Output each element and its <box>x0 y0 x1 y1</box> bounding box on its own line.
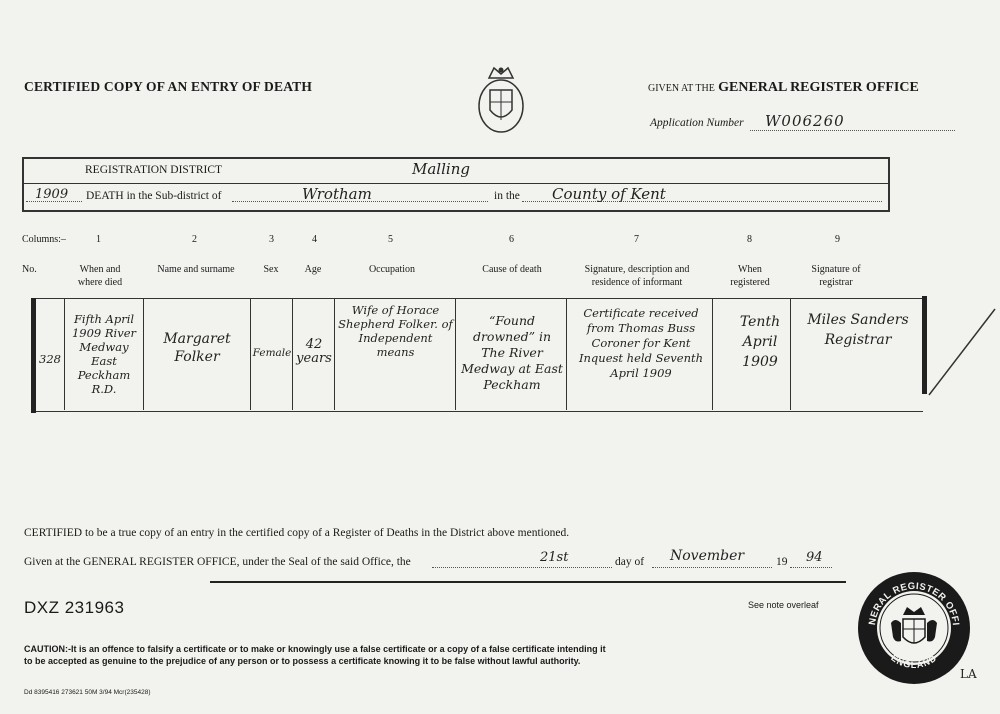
corner-handwritten-mark: LA <box>960 667 977 681</box>
columns-label: Columns:– <box>22 234 66 245</box>
general-register-office-seal <box>857 571 971 685</box>
column-heading-occupation: Occupation <box>368 264 416 275</box>
given-year-suffix: 94 <box>806 550 823 565</box>
in-the-label: in the <box>494 190 520 202</box>
print-code: Dd 8395416 273621 50M 3/94 Mcr(235428) <box>24 689 151 696</box>
given-at-header <box>648 79 919 96</box>
seal-top-text: NERAL REGISTER OFFI <box>867 580 961 627</box>
district-label: REGISTRATION DISTRICT <box>85 164 223 176</box>
death-subdistrict-label: DEATH in the Sub-district of <box>86 190 222 202</box>
column-heading-cause: Cause of death <box>482 264 542 275</box>
see-note-overleaf: See note overleaf <box>748 600 819 610</box>
entry-registered: Tenth April 1909 <box>739 314 781 370</box>
entry-number: 328 <box>39 352 61 366</box>
subdistrict-value: Wrotham <box>302 185 372 203</box>
entry-registrar: Miles Sanders Registrar <box>807 312 909 348</box>
column-number: 8 <box>747 234 752 245</box>
column-number: 1 <box>96 234 101 245</box>
signature-line <box>210 581 846 583</box>
column-divider <box>64 298 65 410</box>
caution-notice: CAUTION:-It is an offence to falsify a certificate or to make or knowingly use a false certificate or a copy of a false certificate intending it to be accepted as genuine to the prejudice of any person or to possess a certificate knowing it to be false without lawful authority. <box>24 644 606 666</box>
column-number: 3 <box>269 234 274 245</box>
column-number: 9 <box>835 234 840 245</box>
certificate-title: CERTIFIED COPY OF AN ENTRY OF DEATH <box>24 79 313 94</box>
column-heading-name: Name and surname <box>157 264 235 275</box>
column-divider <box>455 298 456 410</box>
column-heading-age: Age <box>304 264 322 275</box>
column-divider <box>250 298 251 410</box>
column-divider <box>334 298 335 410</box>
column-heading-when-where: When and where died <box>77 264 123 288</box>
county-value: County of Kent <box>552 185 666 203</box>
entry-occupation: Wife of Horace Shepherd Folker. of Independent means <box>338 303 453 359</box>
death-year: 1909 <box>35 187 69 202</box>
entry-age: 42 years <box>296 337 332 366</box>
district-value: Malling <box>412 160 470 178</box>
column-number: 2 <box>192 234 197 245</box>
application-dots <box>750 130 955 131</box>
given-day: 21st <box>540 550 569 565</box>
column-divider <box>143 298 144 410</box>
column-heading-sex: Sex <box>263 264 279 275</box>
column-heading-no: No. <box>22 264 37 275</box>
column-heading-informant: Signature, description and residence of informant <box>584 264 690 288</box>
column-divider <box>566 298 567 410</box>
entry-when-where: Fifth April 1909 River Medway East Peckham R.D. <box>71 312 137 396</box>
day-dots <box>432 567 612 568</box>
given-office: GENERAL REGISTER OFFICE <box>718 80 919 95</box>
column-number: 5 <box>388 234 393 245</box>
diagonal-cancel-stroke <box>925 305 997 397</box>
royal-crest-icon <box>474 64 528 138</box>
column-number: 4 <box>312 234 317 245</box>
column-number: 7 <box>634 234 639 245</box>
column-divider <box>712 298 713 410</box>
seal-bottom-text: ENGLAND <box>889 652 939 671</box>
column-divider <box>292 298 293 410</box>
entry-sex: Female <box>252 347 292 359</box>
column-heading-registered: When registered <box>730 264 770 288</box>
year-suffix-dots <box>790 567 832 568</box>
column-divider <box>790 298 791 410</box>
month-dots <box>652 567 772 568</box>
entry-name: Margaret Folker <box>163 331 231 365</box>
given-statement-prefix: Given at the GENERAL REGISTER OFFICE, under the Seal of the said Office, the <box>24 556 411 568</box>
entry-cause: “Found drowned” in The River Medway at East Peckham <box>461 313 563 392</box>
registration-box-divider <box>22 183 888 184</box>
day-of-label: day of <box>615 556 645 568</box>
serial-number: DXZ 231963 <box>24 598 125 617</box>
certified-statement: CERTIFIED to be a true copy of an entry in the certified copy of a Register of Deaths in the District above mentioned. <box>24 527 570 539</box>
column-heading-registrar: Signature of registrar <box>811 264 861 288</box>
given-prefix: GIVEN AT THE <box>648 83 715 94</box>
application-number-row <box>650 117 744 129</box>
given-year-prefix: 19 <box>776 556 788 568</box>
application-number-value: W006260 <box>765 112 845 130</box>
application-label: Application Number <box>650 117 744 129</box>
entry-informant: Certificate received from Thomas Buss Coroner for Kent Inquest held Seventh April 1909 <box>578 306 704 380</box>
given-month: November <box>670 548 745 564</box>
year-dots <box>26 201 82 202</box>
column-number: 6 <box>509 234 514 245</box>
